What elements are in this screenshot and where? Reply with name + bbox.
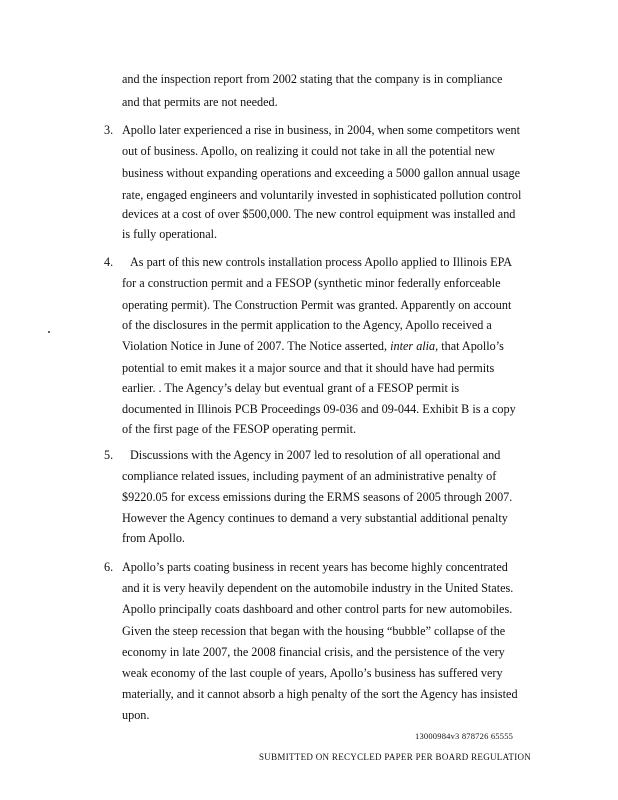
paragraph-line: Apollo principally coats dashboard and other control parts for new automobiles. [122, 602, 513, 616]
paragraph-number: 6. [104, 560, 114, 574]
paragraph-line: rate, engaged engineers and voluntarily invested in sophisticated pollution control [122, 188, 522, 202]
paragraph-line: of the disclosures in the permit application to the Agency, Apollo received a [122, 318, 492, 332]
paragraph-line: earlier. . The Agency’s delay but eventual grant of a FESOP permit is [122, 381, 460, 395]
recycled-paper-note: SUBMITTED ON RECYCLED PAPER PER BOARD REGULATION [259, 752, 532, 762]
paragraph-line: documented in Illinois PCB Proceedings 09-036 and 09-044. Exhibit B is a copy [122, 402, 516, 416]
paragraph-line: weak economy of the last couple of years, Apollo’s business has suffered very [122, 666, 503, 680]
paragraph-line: As part of this new controls installation process Apollo applied to Illinois EPA [130, 255, 513, 269]
scan-speck [48, 331, 50, 333]
paragraph-text: Violation Notice in June of 2007. The Notice asserted, [122, 339, 388, 353]
continuation-line: and the inspection report from 2002 stating that the company is in compliance [122, 72, 503, 86]
document-id: 13000984v3 878726 65555 [415, 731, 514, 741]
paragraph-line-with-italic [122, 339, 504, 353]
paragraph-line: for a construction permit and a FESOP (synthetic minor federally enforceable [122, 276, 501, 290]
paragraph-line: potential to emit makes it a major source and that it should have had permits [122, 361, 495, 375]
italic-phrase: inter alia, [390, 339, 439, 353]
paragraph-line: operating permit). The Construction Permit was granted. Apparently on account [122, 298, 512, 312]
paragraph-text: that Apollo’s [438, 339, 504, 353]
paragraph-line: is fully operational. [122, 227, 218, 241]
paragraph-line: devices at a cost of over $500,000. The new control equipment was installed and [122, 207, 516, 221]
paragraph-line: However the Agency continues to demand a very substantial additional penalty [122, 511, 508, 525]
paragraph-line: compliance related issues, including payment of an administrative penalty of [122, 469, 497, 483]
paragraph-number: 3. [104, 123, 114, 137]
paragraph-line: economy in late 2007, the 2008 financial crisis, and the persistence of the very [122, 645, 505, 659]
paragraph-line: $9220.05 for excess emissions during the ERMS seasons of 2005 through 2007. [122, 490, 513, 504]
paragraph-line: of the first page of the FESOP operating permit. [122, 422, 357, 436]
continuation-line: and that permits are not needed. [122, 95, 278, 109]
paragraph-line: and it is very heavily dependent on the automobile industry in the United States. [122, 581, 514, 595]
paragraph-number: 5. [104, 448, 114, 462]
paragraph-line: Apollo later experienced a rise in business, in 2004, when some competitors went [122, 123, 521, 137]
paragraph-line: business without expanding operations and exceeding a 5000 gallon annual usage [122, 166, 521, 180]
paragraph-line: out of business. Apollo, on realizing it could not take in all the potential new [122, 144, 496, 158]
paragraph-line: upon. [122, 708, 150, 722]
paragraph-line: materially, and it cannot absorb a high penalty of the sort the Agency has insisted [122, 687, 518, 701]
paragraph-line: Apollo’s parts coating business in recent years has become highly concentrated [122, 560, 508, 574]
paragraph-line: Given the steep recession that began with the housing “bubble” collapse of the [122, 624, 506, 638]
paragraph-line: from Apollo. [122, 531, 185, 545]
paragraph-line: Discussions with the Agency in 2007 led to resolution of all operational and [130, 448, 501, 462]
paragraph-number: 4. [104, 255, 114, 269]
